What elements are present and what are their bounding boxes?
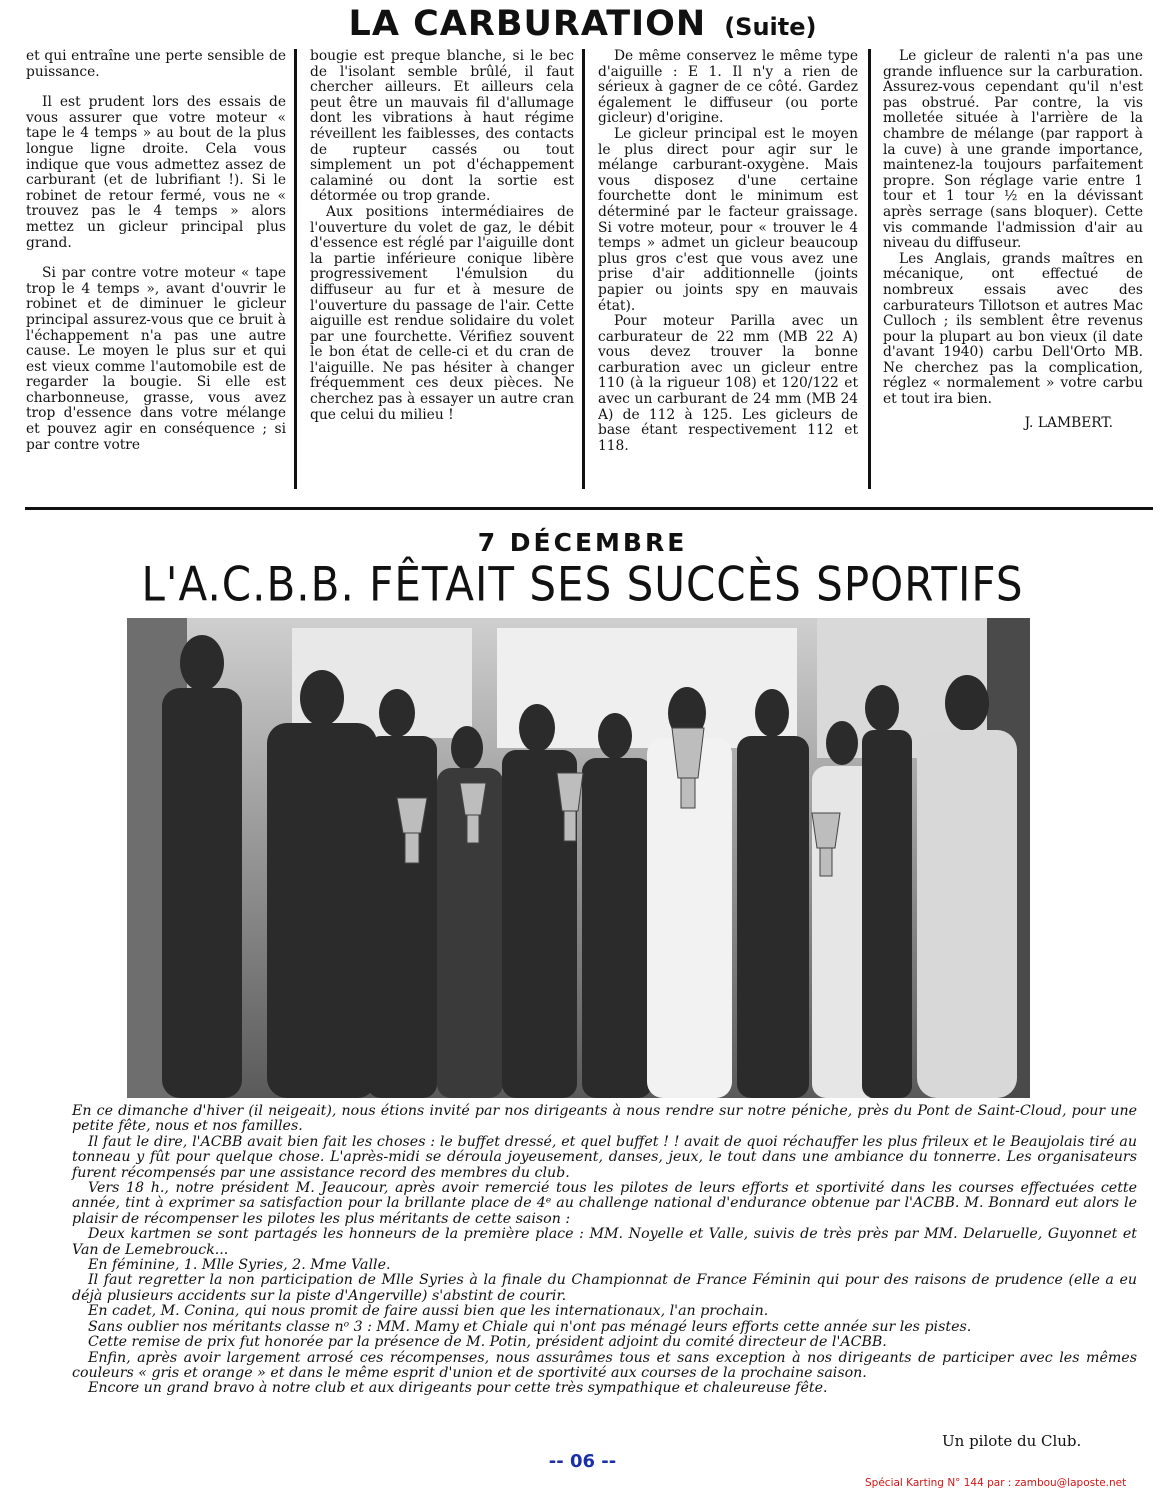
section-divider	[25, 507, 1153, 510]
article-paragraph: Enfin, après avoir largement arrosé ces récompenses, nous assurâmes tous et sans exception à nos dirigeants de participer avec les mêmes couleurs « gris et orange » et dans le même esprit d'union et de sportivité aux courses de la prochaine saison.	[72, 1349, 1137, 1381]
footer-credit: Spécial Karting N° 144 par : zambou@laposte.net	[865, 1477, 1127, 1489]
column-1	[26, 49, 286, 491]
article-signature: Un pilote du Club.	[942, 1432, 1082, 1450]
article-paragraph: Il faut regretter la non participation de Mlle Syries à la finale du Championnat de France Féminin qui pour des raisons de prudence (elle a eu déjà plusieurs accidents sur la piste d'Angerville) s'abstint de courir.	[72, 1272, 1137, 1304]
col4-paragraph: Les Anglais, grands maîtres en mécanique, ont effectué de nombreux essais avec des carburateurs Tillotson et autres Mac Culloch ; ils semblent être revenus pour la plupart au bon vieux (il date d'avant 1940) carbu Dell'Orto MB. Ne cherchez pas la complication, réglez « normalement » votre carbu et tout ira bien.	[883, 250, 1143, 408]
col3-paragraph: De même conservez le même type d'aiguille : E 1. Il n'y a rien de sérieux à gagner de ce côté. Gardez également le diffuseur (ou porte gicleur) d'origine.	[598, 49, 858, 127]
group-photo	[127, 618, 1030, 1098]
page-header	[0, 4, 1165, 46]
header-suite: (Suite)	[724, 13, 817, 41]
column-3	[598, 49, 858, 491]
header-title: LA CARBURATION	[348, 4, 707, 44]
column-divider	[294, 49, 297, 489]
article-paragraph: En cadet, M. Conina, qui nous promit de faire aussi bien que les internationaux, l'an prochain.	[88, 1303, 769, 1320]
article-paragraph: Vers 18 h., notre président M. Jeaucour, après avoir remercié tous les pilotes de leurs efforts et sportivité dans les courses effectuées cette année, tint à exprimer sa satisfaction pour la brillante place de 4ᵉ au challenge national d'endurance obtenue par l'ACBB. M. Bonnard eut alors le plaisir de récompenser les pilotes les plus méritants de cette saison :	[72, 1180, 1137, 1227]
article-paragraph: Sans oublier nos méritants classe nᵒ 3 : MM. Mamy et Chiale qui n'ont pas ménagé leurs efforts cette année sur les pistes.	[88, 1318, 972, 1335]
article-paragraph: Deux kartmen se sont partagés les honneurs de la première place : MM. Noyelle et Valle, suivis de très près par MM. Delaruelle, Guyonnet et Van de Lemebrouck...	[72, 1226, 1137, 1258]
article-paragraph: Encore un grand bravo à notre club et aux dirigeants pour cette très sympathique et chaleureuse fête.	[88, 1380, 828, 1397]
col3-paragraph: Le gicleur principal est le moyen le plus direct pour agir sur le mélange carburant-oxygène. Mais vous disposez d'une certaine fourchette dont le minimum est déterminé par le facteur graissage. Si votre moteur, pour « trouver le 4 temps » admet un gicleur beaucoup plus gros c'est que vous avez une prise d'air additionnelle (joints papier ou joints spy en mauvais état).	[598, 125, 858, 314]
col1-paragraph: Il est prudent lors des essais de vous assurer que votre moteur « tape le 4 temps » au bout de la plus longue ligne droite. Cela vous indique que vous admettez assez de carburant (et de lubrifiant !). Si le robinet de retour fermé, vous ne « trouvez pas le 4 temps » alors mettez un gicleur principal plus grand.	[26, 94, 286, 251]
article-paragraph: En ce dimanche d'hiver (il neigeait), nous étions invité par nos dirigeants à nous rendre sur notre péniche, près du Pont de Saint-Cloud, pour une petite fête, nous et nos familles.	[72, 1103, 1137, 1135]
col2-paragraph: bougie est preque blanche, si le bec de l'isolant semble brûlé, il faut chercher ailleurs. Et ailleurs cela peut être un mauvais fil d'allumage dont les vibrations à haut régime réveillent les faiblesses, des contacts de rupteur cassés ou tout simplement un pot d'échappement calaminé ou dont la sortie est détormée ou trop grande.	[310, 49, 574, 205]
article-paragraph: En féminine, 1. Mlle Syries, 2. Mme Valle.	[88, 1257, 391, 1274]
article-paragraph: Il faut le dire, l'ACBB avait bien fait les choses : le buffet dressé, et quel buffet ! ! avait de quoi réchauffer les plus frileux et le Beaujolais tiré au tonneau y fût pour quelque chose. L'après-midi se déroula joyeusement, danses, jeux, le tout dans une ambiance du tonnerre. Les organisateurs furent récompensés par une assistance record des membres du club.	[72, 1133, 1137, 1181]
article-kicker: 7 DÉCEMBRE	[477, 528, 688, 557]
col1-paragraph: Si par contre votre moteur « tape trop le 4 temps », avant d'ouvrir le robinet et de diminuer le gicleur principal assurez-vous que ce bruit à l'échappement n'a pas une autre cause. Le moyen le plus sur et qui est vieux comme l'automobile est de regarder la bougie. Si elle est charbonneuse, grasse, vous avez trop d'essence dans votre mélange et pouvez agir en conséquence ; si par contre votre	[26, 265, 286, 453]
column-divider	[582, 49, 585, 489]
article-paragraph: Cette remise de prix fut honorée par la présence de M. Potin, président adjoint du comité directeur de l'ACBB.	[88, 1334, 887, 1351]
column-divider	[868, 49, 871, 489]
author-signature: J. LAMBERT.	[1024, 414, 1113, 431]
page-number: -- 06 --	[548, 1451, 617, 1472]
col2-paragraph: Aux positions intermédiaires de l'ouverture du volet de gaz, le débit d'essence est réglé par l'aiguille dont la partie inférieure conique libère progressivement l'émulsion du diffuseur au fur et à mesure de l'ouverture du passage de l'air. Cette aiguille est rendue solidaire du volet par une fourchette. Vérifiez souvent le bon état de celle-ci et du cran de l'aiguille. Ne pas hésiter à changer fréquemment ces deux pièces. Ne cherchez pas à essayer un autre cran que celui du milieu !	[310, 203, 574, 423]
article-headline: L'A.C.B.B. FÊTAIT SES SUCCÈS SPORTIFS	[141, 557, 1024, 612]
col4-paragraph: Le gicleur de ralenti n'a pas une grande influence sur la carburation. Assurez-vous cependant qu'il n'est pas obstrué. Par contre, la vis molletée située à l'arrière de la chambre de mélange (par rapport à la cuve) à une grande importance, maintenez-la toujours parfaitement propre. Son réglage varie entre 1 tour et 1 tour ½ en la dévissant après serrage (sans bloquer). Cette vis commande l'admission d'air au niveau du diffuseur.	[883, 49, 1143, 252]
col3-paragraph: Pour moteur Parilla avec un carburateur de 22 mm (MB 22 A) vous devez trouver la bonne carburation avec un gicleur entre 110 (à la rigueur 108) et 120/122 et avec un carburant de 24 mm (MB 24 A) de 112 à 125. Les gicleurs de base étant respectivement 112 et 118.	[598, 313, 858, 454]
column-4	[883, 49, 1143, 491]
article-body	[72, 1104, 1137, 1397]
col1-paragraph: et qui entraîne une perte sensible de puissance.	[26, 49, 286, 80]
column-2	[310, 49, 574, 491]
